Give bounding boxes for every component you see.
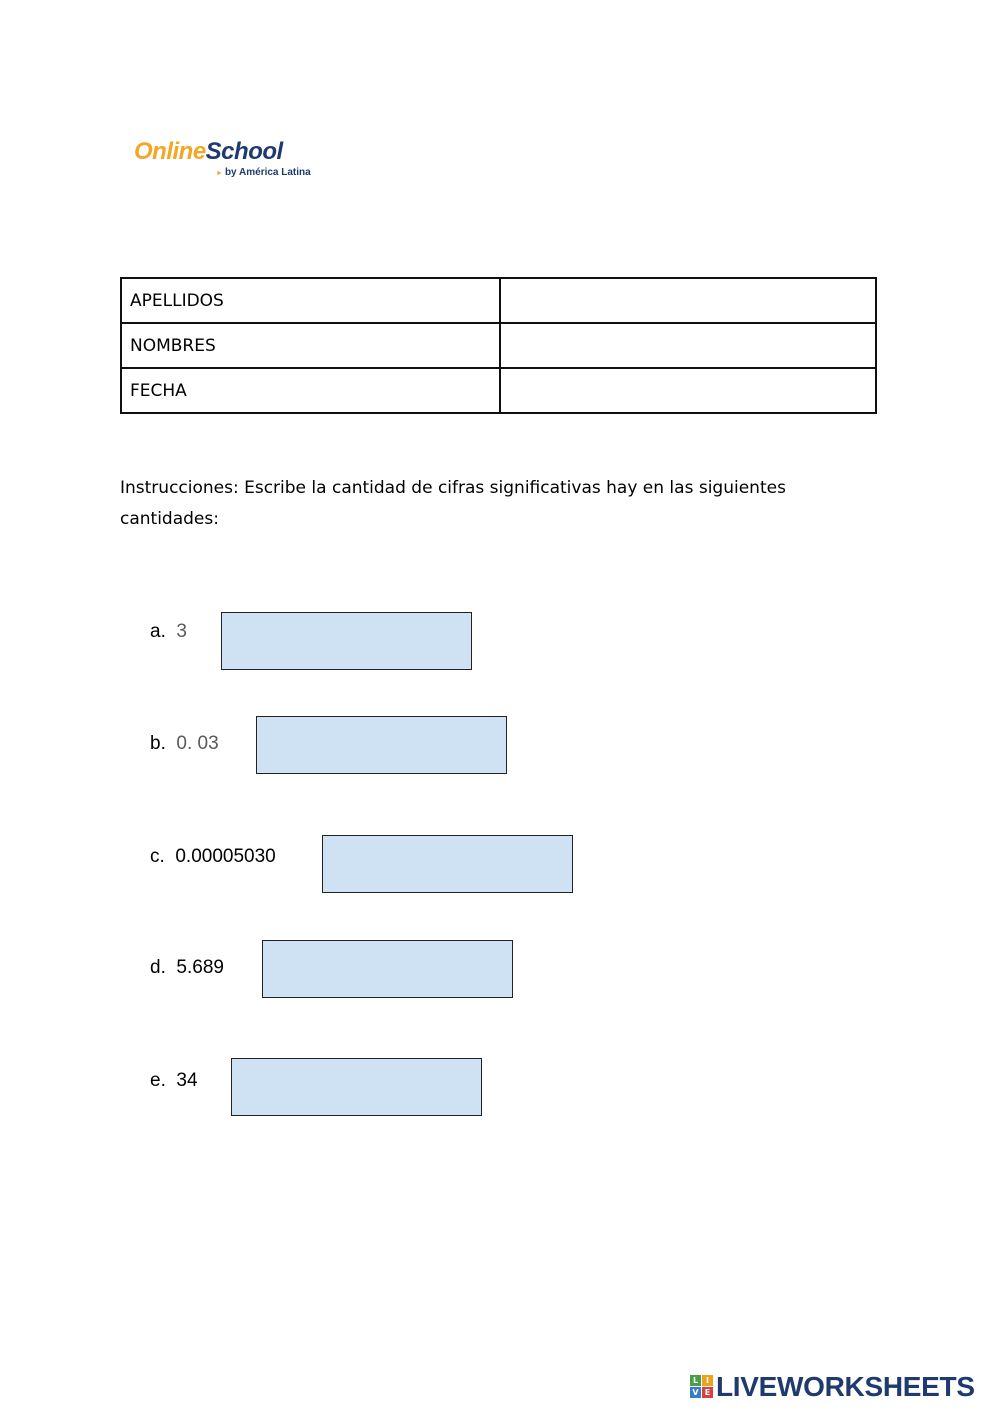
list-item-d (150, 957, 224, 979)
item-quantity: 3 (176, 621, 187, 642)
info-row-fecha (121, 368, 876, 413)
info-row-nombres (121, 323, 876, 368)
list-item-b (150, 733, 219, 755)
item-quantity: 5.689 (176, 957, 224, 978)
info-field-nombres[interactable] (500, 323, 876, 368)
list-item-e (150, 1070, 198, 1092)
logo-tagline: by América Latina (224, 167, 311, 178)
logo-word-online: Online (134, 138, 206, 165)
info-label-apellidos: APELLIDOS (121, 278, 500, 323)
info-label-nombres: NOMBRES (121, 323, 500, 368)
item-quantity: 0.00005030 (175, 846, 276, 867)
item-letter: a. (150, 621, 166, 642)
list-item-c (150, 846, 276, 868)
info-row-apellidos (121, 278, 876, 323)
item-letter: d. (150, 957, 166, 978)
logo-arrow-icon: ► (216, 170, 223, 177)
item-letter: b. (150, 733, 166, 754)
logo-word-school: School (205, 138, 283, 165)
info-field-fecha[interactable] (500, 368, 876, 413)
info-field-apellidos[interactable] (500, 278, 876, 323)
item-letter: e. (150, 1070, 166, 1091)
answer-box-d[interactable] (262, 940, 513, 998)
answer-box-e[interactable] (231, 1058, 482, 1116)
online-school-logo (134, 136, 334, 184)
info-label-fecha: FECHA (121, 368, 500, 413)
instructions-text: Instrucciones: Escribe la cantidad de cifras significativas hay en las siguientes cantidades: (120, 478, 786, 529)
liveworksheets-brand (690, 1371, 975, 1405)
answer-box-a[interactable] (221, 612, 472, 670)
answer-box-b[interactable] (256, 716, 507, 774)
item-quantity: 34 (176, 1070, 198, 1091)
liveworksheets-logo-icon: L I V E (690, 1375, 714, 1399)
list-item-a (150, 621, 187, 643)
student-info-table (120, 277, 877, 414)
item-quantity: 0. 03 (176, 733, 219, 754)
liveworksheets-wordmark: LIVEWORKSHEETS (716, 1371, 975, 1402)
answer-box-c[interactable] (322, 835, 573, 893)
item-letter: c. (150, 846, 165, 867)
